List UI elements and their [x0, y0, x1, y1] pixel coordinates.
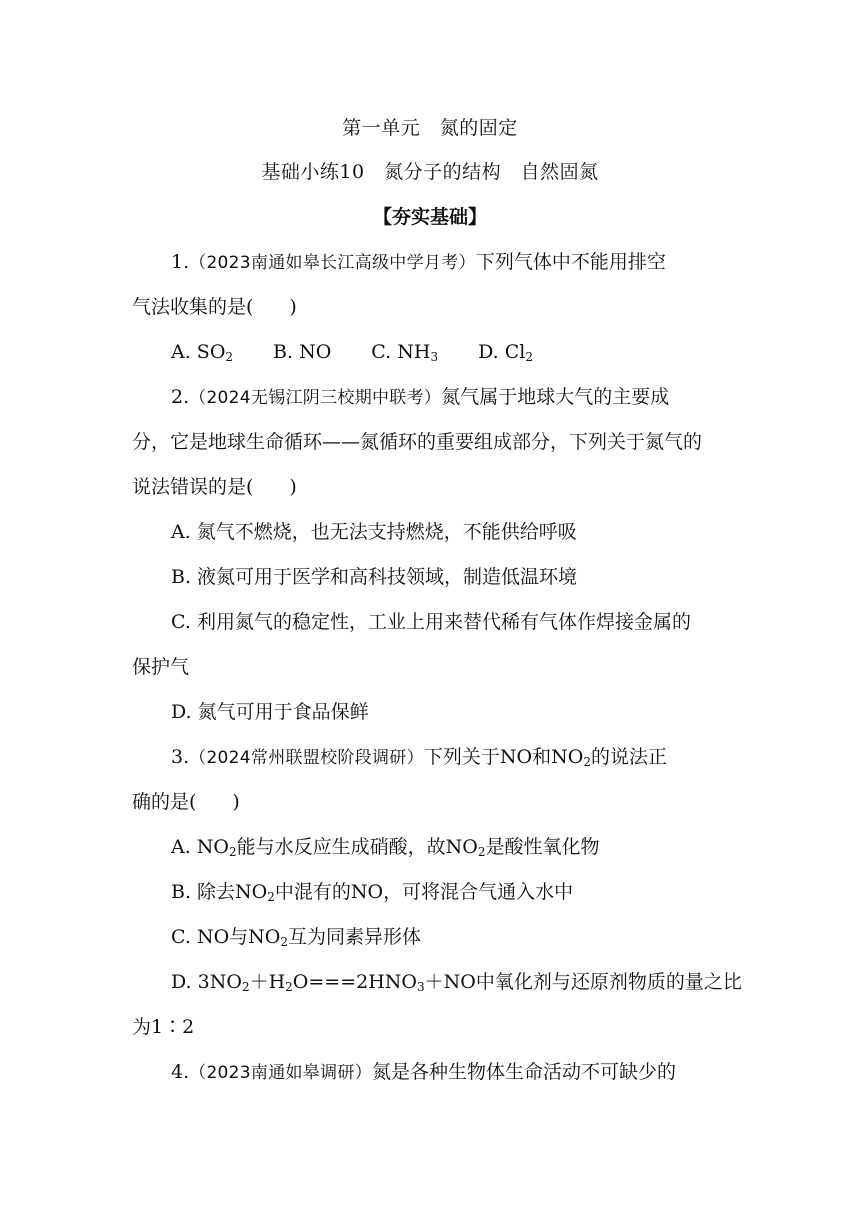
question-number: 1.	[171, 251, 190, 273]
question-2-line-2: 分，它是地球生命循环——氮循环的重要组成部分，下列关于氮气的	[132, 431, 703, 453]
question-number: 4.	[171, 1061, 190, 1083]
section-title: 【夯实基础】	[372, 206, 487, 228]
question-4-line-1	[171, 1060, 676, 1085]
question-stem: 氮气属于地球大气的主要成	[441, 386, 670, 408]
question-source: （2024常州联盟校阶段调研）	[189, 748, 424, 768]
option-c-continued: 保护气	[132, 656, 190, 678]
question-2-line-1	[171, 385, 669, 410]
option-b: B. 液氮可用于医学和高科技领域，制造低温环境	[171, 566, 578, 588]
option-c: C. $NH_3$	[371, 341, 439, 364]
option-c: C. 利用氮气的稳定性，工业上用来替代稀有气体作焊接金属的	[171, 611, 691, 633]
question-1-line-2: 气法收集的是( )	[132, 296, 297, 318]
question-stem: 氮是各种生物体生命活动不可缺少的	[372, 1061, 677, 1083]
question-source: （2023南通如皋调研）	[189, 1063, 373, 1083]
option-d: D. $3NO_2+H_2O===2HNO_3+NO$中氧化剂与还原剂物质的量之比	[171, 971, 742, 994]
option-c: C. NO与$NO_2$互为同素异形体	[171, 926, 421, 949]
question-2-line-3: 说法错误的是( )	[132, 476, 297, 498]
option-d: D. $Cl_2$	[478, 341, 533, 364]
option-a: A. $SO_2$	[171, 341, 234, 364]
question-1-line-1	[171, 250, 666, 275]
lesson-title: 基础小练10 氮分子的结构 自然固氮	[261, 161, 599, 183]
question-3-line-1: 3.（2024常州联盟校阶段调研）下列关于NO和$NO_2$的说法正	[171, 746, 667, 769]
question-1-options	[171, 340, 533, 364]
question-source: （2024无锡江阴三校期中联考）	[189, 388, 442, 408]
option-d: D. 氮气可用于食品保鲜	[171, 701, 369, 723]
option-b: B. 除去$NO_2$中混有的NO，可将混合气通入水中	[171, 881, 574, 904]
question-number: 3.	[171, 746, 190, 768]
question-stem: 下列气体中不能用排空	[475, 251, 666, 273]
option-a: A. $NO_2$能与水反应生成硝酸，故$NO_2$是酸性氧化物	[171, 836, 600, 859]
option-d-continued: 为1∶2	[132, 1016, 195, 1038]
question-3-line-2: 确的是( )	[132, 791, 240, 813]
option-b: B. NO	[273, 341, 332, 363]
question-number: 2.	[171, 386, 190, 408]
unit-title: 第一单元 氮的固定	[342, 117, 518, 139]
option-a: A. 氮气不燃烧，也无法支持燃烧，不能供给呼吸	[171, 521, 577, 543]
question-source: （2023南通如皋长江高级中学月考）	[189, 253, 476, 273]
